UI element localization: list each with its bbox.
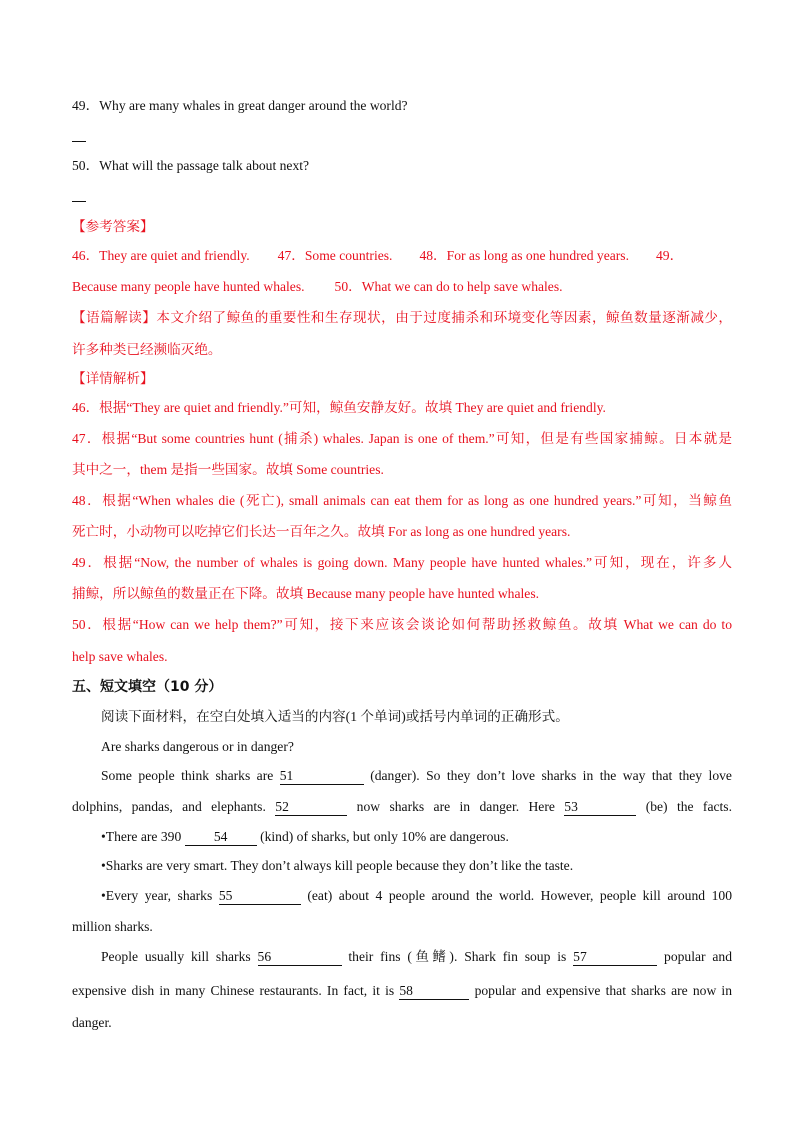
summary-label: 【语篇解读】 xyxy=(72,310,157,325)
detail-50-line-2: help save whales. xyxy=(72,649,168,664)
blank-52[interactable]: 52 xyxy=(275,799,347,816)
passage-text: •There are 390 xyxy=(101,829,182,844)
detail-48-line-1: 48．根据“When whales die (死亡), small animals can eat them for as long as one hundred years.”可知，当鲸鱼 xyxy=(72,493,732,508)
detail-46: 46．根据“They are quiet and friendly.”可知，鲸鱼安静友好。故填 They are quiet and friendly. xyxy=(72,400,606,415)
blank-56[interactable]: 56 xyxy=(258,949,342,966)
answer-46: 46．They are quiet and friendly. xyxy=(72,248,250,263)
passage-text: People usually kill sharks xyxy=(101,949,251,964)
blank-51[interactable]: 51 xyxy=(280,768,364,785)
section-5-title: 五、短文填空（10 分） xyxy=(72,679,223,695)
detail-header: 【详情解析】 xyxy=(72,371,154,386)
passage-text: (kind) of sharks, but only 10% are dangerous. xyxy=(260,829,509,844)
passage-title: Are sharks dangerous or in danger? xyxy=(101,739,294,754)
passage-line-7 xyxy=(101,948,732,966)
passage-text: (eat) about 4 people around the world. However, people kill around 100 xyxy=(307,888,732,903)
passage-line-6: million sharks. xyxy=(72,919,153,934)
detail-47-line-2: 其中之一，them 是指一些国家。故填 Some countries. xyxy=(72,462,384,477)
summary-line-1 xyxy=(72,309,732,327)
answer-blank-50 xyxy=(72,201,86,202)
answer-49-number: 49． xyxy=(655,248,684,263)
blank-58[interactable]: 58 xyxy=(399,983,469,1000)
passage-text: expensive dish in many Chinese restaurants. In fact, it is xyxy=(72,983,395,998)
passage-line-1 xyxy=(101,767,732,785)
passage-line-5 xyxy=(101,887,732,905)
answer-50: 50．What we can do to help save whales. xyxy=(334,279,563,294)
answer-47: 47．Some countries. xyxy=(277,248,393,263)
passage-line-8 xyxy=(72,982,732,1000)
passage-text: (danger). So they don’t love sharks in the way that they love xyxy=(370,768,732,783)
answer-blank-49 xyxy=(72,141,86,142)
summary-text-1: 本文介绍了鲸鱼的重要性和生存现状，由于过度捕杀和环境变化等因素，鲸鱼数量逐渐减少， xyxy=(156,310,733,325)
passage-text: popular and xyxy=(664,949,733,964)
blank-54[interactable]: 54 xyxy=(185,829,257,846)
blank-55[interactable]: 55 xyxy=(219,888,301,905)
passage-text: Some people think sharks are xyxy=(101,768,274,783)
passage-text: popular and expensive that sharks are now in xyxy=(474,983,733,998)
detail-50-line-1: 50．根据“How can we help them?”可知，接下来应该会谈论如何帮助拯救鲸鱼。故填 What we can do to xyxy=(72,617,732,632)
question-49: 49．Why are many whales in great danger around the world? xyxy=(72,98,408,113)
question-50: 50．What will the passage talk about next? xyxy=(72,158,310,173)
passage-line-2 xyxy=(72,798,732,816)
summary-line-2: 许多种类已经濒临灭绝。 xyxy=(72,342,222,357)
answers-line-2 xyxy=(72,278,732,296)
answers-line-1 xyxy=(72,247,732,265)
answer-48: 48．For as long as one hundred years. xyxy=(419,248,629,263)
passage-text: •Every year, sharks xyxy=(101,888,213,903)
blank-57[interactable]: 57 xyxy=(573,949,657,966)
passage-text: their fins (鱼鳍). Shark fin soup is xyxy=(348,949,567,964)
passage-text: now sharks are in danger. Here xyxy=(356,799,555,814)
blank-53[interactable]: 53 xyxy=(564,799,636,816)
detail-49-line-2: 捕鲸，所以鲸鱼的数量正在下降。故填 Because many people have hunted whales. xyxy=(72,586,540,601)
passage-line-9: danger. xyxy=(72,1015,112,1030)
passage-text: (be) the facts. xyxy=(645,799,732,814)
passage-line-3 xyxy=(101,828,732,846)
passage-text: dolphins, pandas, and elephants. xyxy=(72,799,266,814)
detail-49-line-1: 49．根据“Now, the number of whales is going down. Many people have hunted whales.”可知，现在，许多人 xyxy=(72,555,732,570)
section-5-instruction: 阅读下面材料，在空白处填入适当的内容(1 个单词)或括号内单词的正确形式。 xyxy=(101,709,569,724)
answer-header: 【参考答案】 xyxy=(72,219,154,234)
detail-48-line-2: 死亡时，小动物可以吃掉它们长达一百年之久。故填 For as long as one hundred years. xyxy=(72,524,571,539)
detail-47-line-1: 47．根据“But some countries hunt (捕杀) whales. Japan is one of them.”可知，但是有些国家捕鲸。日本就是 xyxy=(72,431,732,446)
answer-49-text: Because many people have hunted whales. xyxy=(72,279,305,294)
passage-line-4: •Sharks are very smart. They don’t always kill people because they don’t like the taste. xyxy=(101,858,574,873)
